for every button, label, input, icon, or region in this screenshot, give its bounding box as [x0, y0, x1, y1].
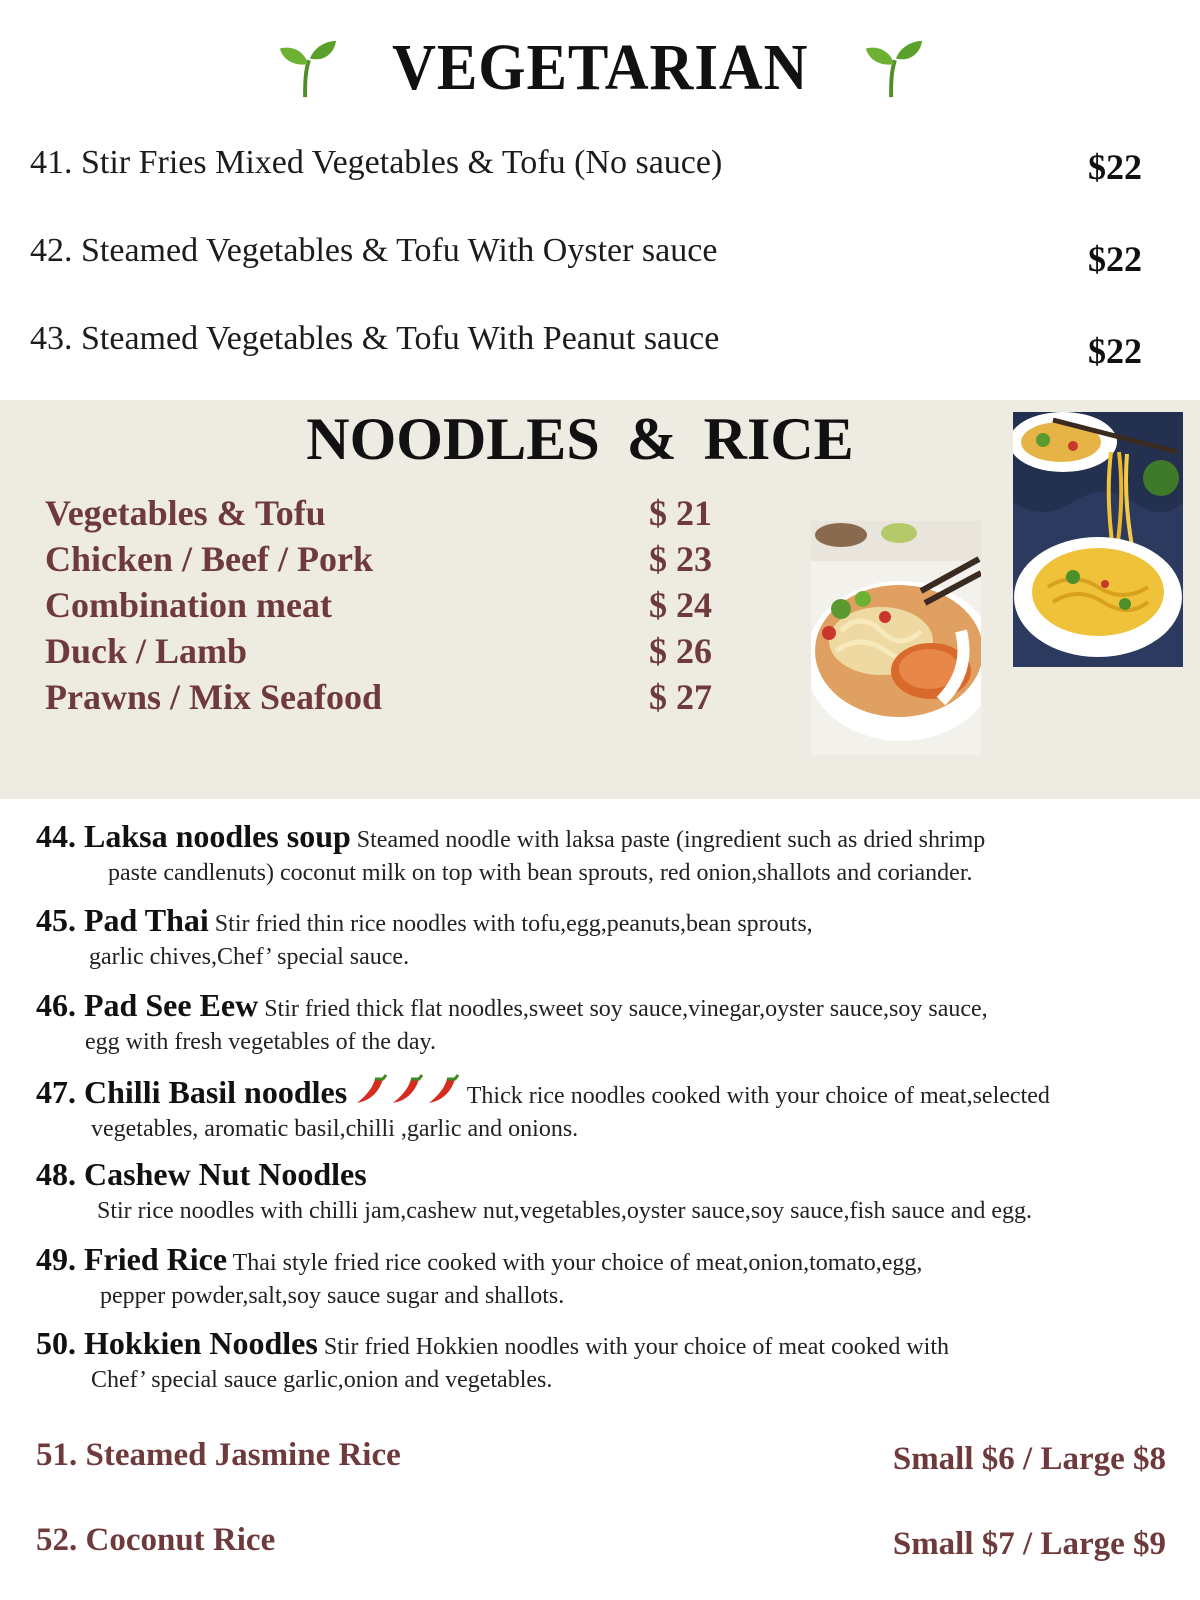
dish-title: 49. Fried Rice: [36, 1241, 228, 1277]
menu-dish: [36, 1158, 1186, 1228]
option-name: Prawns / Mix Seafood: [45, 677, 382, 717]
dish-description-line1: Stir fried thin rice noodles with tofu,egg,peanuts,bean sprouts,: [214, 911, 813, 937]
dish-title: 46. Pad See Eew: [36, 987, 259, 1023]
item-price: $22: [1088, 239, 1142, 279]
option-price: $ 23: [649, 539, 712, 579]
option-name: Combination meat: [45, 585, 332, 625]
dish-description-line2: garlic chives,Chef’ special sauce.: [89, 944, 410, 970]
laksa-soup-photo: [811, 521, 981, 755]
dish-description-line2: Stir rice noodles with chilli jam,cashew nut,vegetables,oyster sauce,soy sauce,fish sauce and egg.: [97, 1198, 1033, 1224]
dish-title: 50. Hokkien Noodles: [36, 1325, 318, 1361]
price-option-row: [45, 630, 725, 676]
option-price: $ 24: [649, 585, 712, 625]
dish-title: 44. Laksa noodles soup: [36, 818, 351, 854]
rice-name: 51. Steamed Jasmine Rice: [36, 1437, 401, 1473]
option-price: $ 21: [649, 493, 712, 533]
rice-item: [36, 1522, 1166, 1572]
vegetarian-item: [30, 320, 1142, 380]
egg-noodles-photo: [1013, 412, 1183, 667]
dish-description-line1: Thai style fried rice cooked with your choice of meat,onion,tomato,egg,: [232, 1250, 923, 1276]
item-name: 42. Steamed Vegetables & Tofu With Oyster sauce: [30, 232, 718, 269]
menu-dish: [36, 904, 1186, 974]
option-name: Duck / Lamb: [45, 631, 248, 671]
dish-description-line2: Chef’ special sauce garlic,onion and vegetables.: [91, 1367, 553, 1393]
dish-description-line1: Stir fried thick flat noodles,sweet soy sauce,vinegar,oyster sauce,soy sauce,: [264, 996, 988, 1022]
rice-item: [36, 1437, 1166, 1487]
option-price: $ 27: [649, 677, 712, 717]
dish-description-line2: egg with fresh vegetables of the day.: [85, 1029, 436, 1055]
item-name: 41. Stir Fries Mixed Vegetables & Tofu (No sauce): [30, 144, 723, 181]
option-name: Vegetables & Tofu: [45, 493, 326, 533]
rice-price: Small $6 / Large $8: [892, 1441, 1166, 1477]
item-price: $22: [1088, 147, 1142, 187]
dish-description-line1: Thick rice noodles cooked with your choice of meat,selected: [466, 1083, 1050, 1109]
price-option-row: [45, 492, 725, 538]
dish-description-line1: Steamed noodle with laksa paste (ingredient such as dried shrimp: [356, 827, 986, 853]
dish-description-line1: Stir fried Hokkien noodles with your choice of meat cooked with: [323, 1334, 950, 1360]
menu-dish: [36, 1073, 1186, 1146]
dish-title: 47. Chilli Basil noodles: [36, 1074, 348, 1110]
rice-name: 52. Coconut Rice: [36, 1522, 276, 1558]
menu-dish: [36, 1243, 1186, 1313]
vegetarian-item: [30, 232, 1142, 292]
rice-price: Small $7 / Large $9: [892, 1526, 1166, 1562]
sprout-icon: [862, 37, 924, 99]
dish-description-line2: vegetables, aromatic basil,chilli ,garlic and onions.: [91, 1116, 579, 1142]
vegetarian-title: VEGETARIAN: [391, 31, 809, 104]
option-name: Chicken / Beef / Pork: [45, 539, 373, 579]
vegetarian-header: [0, 28, 1200, 108]
menu-dish: [36, 989, 1186, 1059]
item-name: 43. Steamed Vegetables & Tofu With Peanut sauce: [30, 320, 720, 357]
dish-description-line2: pepper powder,salt,soy sauce sugar and shallots.: [100, 1283, 565, 1309]
menu-dish: [36, 1327, 1186, 1397]
price-option-row: [45, 676, 725, 722]
dish-description-line2: paste candlenuts) coconut milk on top with bean sprouts, red onion,shallots and coriander.: [108, 860, 973, 886]
noodles-rice-title: NOODLES & RICE: [306, 406, 854, 472]
noodles-rice-panel: [0, 400, 1200, 799]
price-option-row: [45, 584, 725, 630]
vegetarian-item: [30, 144, 1142, 204]
dish-title: 45. Pad Thai: [36, 902, 209, 938]
price-option-row: [45, 538, 725, 584]
dish-title: 48. Cashew Nut Noodles: [36, 1156, 367, 1192]
menu-dish: [36, 820, 1186, 890]
chilli-pepper-icon: [353, 1073, 461, 1107]
item-price: $22: [1088, 331, 1142, 371]
option-price: $ 26: [649, 631, 712, 671]
sprout-icon: [276, 37, 338, 99]
